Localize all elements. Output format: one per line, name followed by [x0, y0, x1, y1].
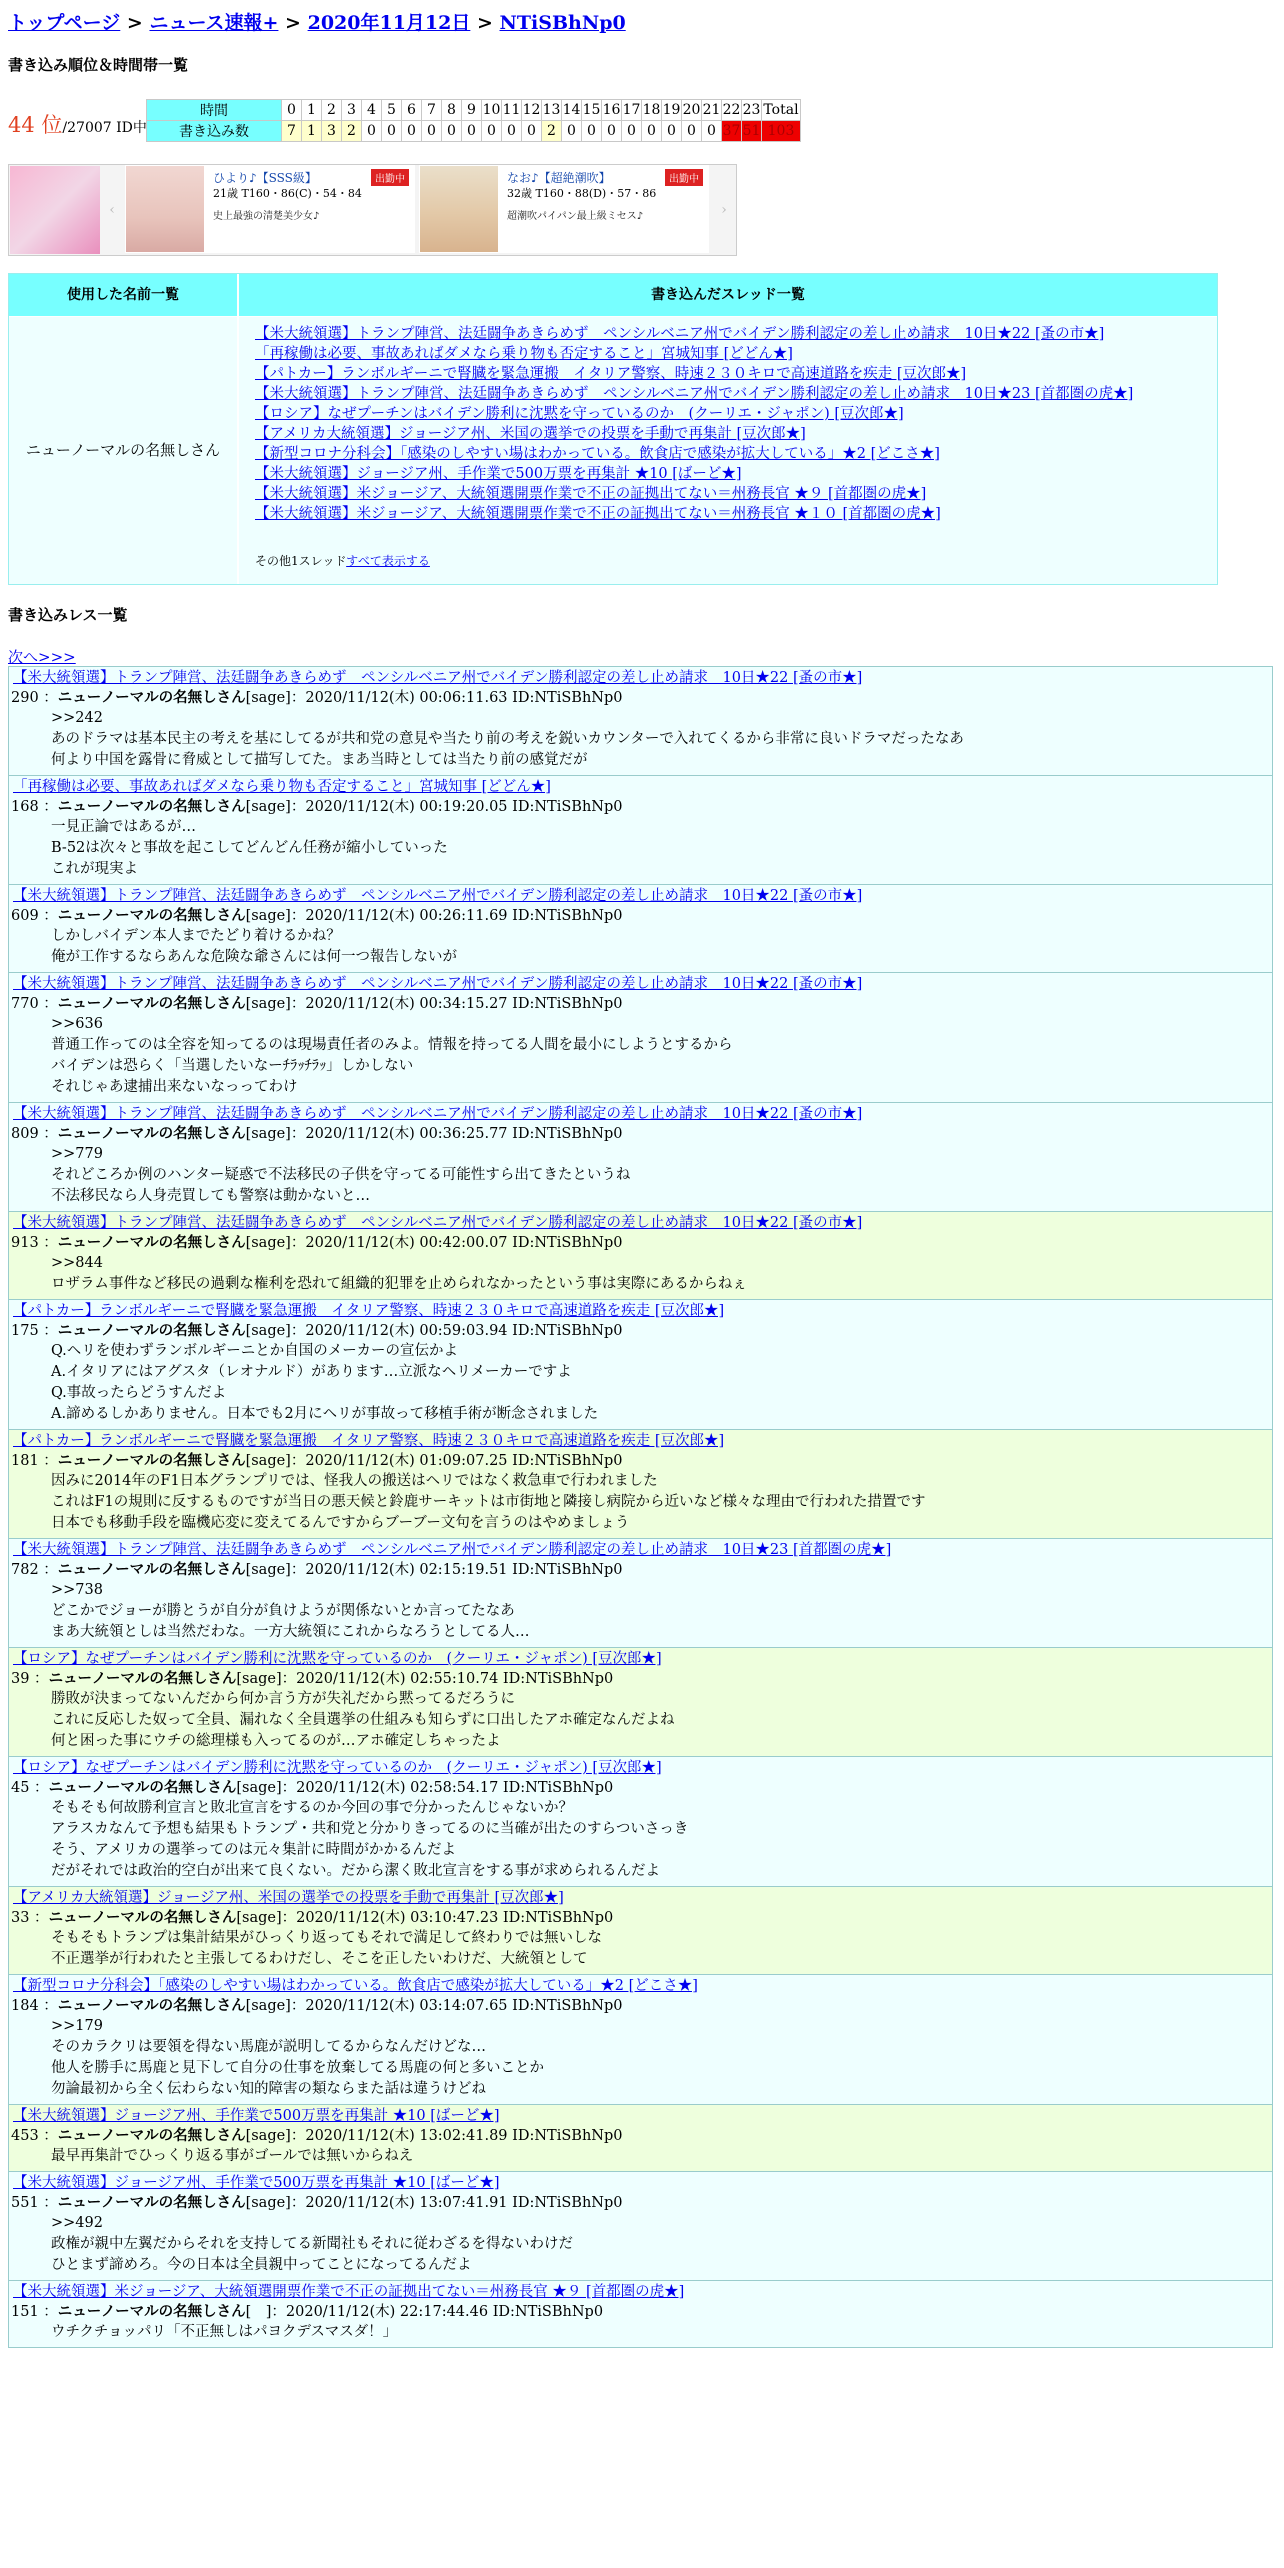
show-all-link[interactable]: すべて表示する [346, 554, 430, 568]
post-body-line: そう、アメリカの選挙ってのは元々集計に時間がかかるんだよ [51, 1842, 456, 1858]
post-body-line: これはF1の規則に反するものですが当日の悪天候と鈴鹿サーキットは市街地と隣接し病院から近いなど様々な理由で行われた措置です [51, 1494, 926, 1510]
reply-anchor[interactable]: >>179 [51, 2018, 103, 2034]
post-author: ニューノーマルの名無しさん [57, 1125, 246, 1142]
post-meta: ：2020/11/12(木) 02:58:54.17 ID:NTiSBhNp0 [281, 1780, 614, 1796]
post-item [8, 884, 1273, 973]
post-header [11, 1233, 1272, 1253]
reply-anchor[interactable]: >>738 [51, 1582, 103, 1598]
total-label: Total [762, 100, 801, 121]
count-cell: 0 [462, 121, 482, 142]
post-meta: ：2020/11/12(木) 13:07:41.91 ID:NTiSBhNp0 [290, 2195, 623, 2211]
names-threads-table [8, 273, 1218, 585]
post-item [8, 2104, 1273, 2172]
carousel-prev-icon[interactable]: ‹ [109, 202, 115, 218]
post-thread-link[interactable]: 【アメリカ大統領選】ジョージア州、米国の選挙での投票を手動で再集計 [豆次郎★] [13, 1890, 564, 1906]
post-meta: ：2020/11/12(木) 00:26:11.69 ID:NTiSBhNp0 [290, 908, 623, 924]
post-separator: ： [38, 1998, 58, 2014]
post-thread-link[interactable]: 【米大統領選】トランプ陣営、法廷闘争あきらめず ペンシルベニア州でバイデン勝利認定の差し止め請求 10日★22 [蚤の市★] [13, 976, 863, 992]
breadcrumb-id[interactable]: NTiSBhNp0 [499, 12, 626, 34]
post-author: ニューノーマルの名無しさん [57, 2127, 246, 2144]
hour-cell: 23 [742, 100, 762, 121]
thread-link[interactable]: 【パトカー】ランボルギーニで腎臓を緊急運搬 イタリア警察、時速２３０キロで高速道路を疾走 [豆次郎★] [255, 366, 967, 382]
post-number: 551 [11, 2195, 39, 2211]
post-author: ニューノーマルの名無しさん [57, 1234, 246, 1251]
post-item [8, 1647, 1273, 1757]
post-item [8, 1299, 1273, 1430]
post-header [11, 1996, 1272, 2016]
profile-photo [126, 166, 204, 252]
count-cell: 0 [402, 121, 422, 142]
post-header [11, 2126, 1272, 2146]
post-header [11, 994, 1272, 1014]
post-item [8, 1538, 1273, 1648]
hour-cell: 8 [442, 100, 462, 121]
hour-cell: 13 [542, 100, 562, 121]
post-separator: ： [38, 1235, 58, 1251]
hour-cell: 10 [482, 100, 502, 121]
post-mail: [sage] [245, 1323, 291, 1339]
ranking-section-title: 書き込み順位＆時間帯一覧 [8, 56, 189, 74]
post-number: 184 [11, 1998, 39, 2014]
breadcrumb-date[interactable]: 2020年11月12日 [307, 12, 471, 34]
post-separator: ： [38, 1323, 58, 1339]
post-mail: [sage] [245, 690, 291, 706]
hour-cell: 17 [622, 100, 642, 121]
post-body-line: これに反応した奴って全員、漏れなく全員選挙の仕組みも知らずに口出したアホ確定なんだよね [51, 1712, 675, 1728]
post-author: ニューノーマルの名無しさん [57, 1452, 246, 1469]
post-header [11, 797, 1272, 817]
rank-display [8, 104, 147, 146]
threads-column-header: 書き込んだスレッド一覧 [239, 274, 1217, 316]
hour-cell: 22 [722, 100, 742, 121]
post-body-line: まあ大統領としは当然だわな。一方大統領にこれからなろうとしてる人… [51, 1624, 530, 1640]
ad-logo[interactable] [10, 166, 100, 254]
post-meta: ：2020/11/12(木) 00:36:25.77 ID:NTiSBhNp0 [290, 1126, 623, 1142]
post-body-line: これが現実よ [51, 861, 138, 877]
thread-list [255, 324, 1133, 524]
post-author: ニューノーマルの名無しさん [57, 995, 246, 1012]
post-author: ニューノーマルの名無しさん [57, 2303, 246, 2320]
profile-name: なお♪【超絶潮吹】 [507, 171, 611, 185]
post-body-line: それどころか例のハンター疑惑で不法移民の子供を守ってる可能性すら出てきたというね [51, 1167, 631, 1183]
post-separator: ： [38, 1453, 58, 1469]
count-cell: 1 [302, 121, 322, 142]
hour-cell: 4 [362, 100, 382, 121]
post-body-line: 因みに2014年のF1日本グランプリでは、怪我人の搬送はヘリではなく救急車で行われました [51, 1473, 658, 1489]
post-author: ニューノーマルの名無しさん [48, 1670, 237, 1687]
post-body-line: 勝敗が決まってないんだから何か言う方が失礼だから黙ってるだろうに [51, 1691, 515, 1707]
breadcrumb-top[interactable]: トップページ [8, 12, 121, 34]
post-separator: ： [29, 1780, 49, 1796]
count-cell: 3 [322, 121, 342, 142]
ad-profile-card[interactable] [125, 165, 415, 253]
breadcrumb [8, 8, 626, 35]
post-body-line: 不正選挙が行われたと主張してるわけだし、そこを正したいわけだ、大統領として [51, 1951, 588, 1967]
count-cell: 7 [282, 121, 302, 142]
count-cell: 0 [622, 121, 642, 142]
post-header [11, 1778, 1272, 1798]
thread-link[interactable]: 【米大統領選】トランプ陣営、法廷闘争あきらめず ペンシルベニア州でバイデン勝利認定の差し止め請求 10日★23 [首都圏の虎★] [255, 386, 1134, 402]
post-thread-link[interactable]: 【米大統領選】トランプ陣営、法廷闘争あきらめず ペンシルベニア州でバイデン勝利認定の差し止め請求 10日★22 [蚤の市★] [13, 670, 863, 686]
names-column-header: 使用した名前一覧 [9, 274, 237, 316]
post-body-line: ひとまず諦めろ。今の日本は全員親中ってことになってるんだよ [51, 2257, 472, 2273]
post-item [8, 1429, 1273, 1539]
more-threads-count: その他1スレッド [255, 554, 347, 568]
post-header [11, 2193, 1272, 2213]
post-meta: ：2020/11/12(木) 00:59:03.94 ID:NTiSBhNp0 [290, 1323, 623, 1339]
post-number: 290 [11, 690, 39, 706]
post-header [11, 1321, 1272, 1341]
reply-anchor[interactable]: >>779 [51, 1146, 103, 1162]
post-thread-link[interactable]: 【米大統領選】ジョージア州、手作業で500万票を再集計 ★10 [ばーど★] [13, 2175, 500, 2191]
thread-link[interactable]: 【米大統領選】ジョージア州、手作業で500万票を再集計 ★10 [ばーど★] [255, 466, 742, 482]
post-body-line: そのカラクリは要領を得ない馬鹿が説明してるからなんだけどな… [51, 2039, 486, 2055]
post-separator: ： [38, 2195, 58, 2211]
post-number: 168 [11, 799, 39, 815]
hour-cell: 21 [702, 100, 722, 121]
post-mail: [sage] [245, 1453, 291, 1469]
post-body-line: 勿論最初から全く伝わらない知的障害の類ならまた話は違うけどね [51, 2081, 486, 2097]
post-meta: ：2020/11/12(木) 13:02:41.89 ID:NTiSBhNp0 [290, 2128, 623, 2144]
post-author: ニューノーマルの名無しさん [57, 1997, 246, 2014]
post-mail: [sage] [245, 1235, 291, 1251]
threads-cell [239, 317, 1217, 584]
post-number: 39 [11, 1671, 30, 1687]
post-number: 809 [11, 1126, 39, 1142]
count-cell: 0 [422, 121, 442, 142]
count-cell: 0 [562, 121, 582, 142]
post-header [11, 906, 1272, 926]
count-cell: 37 [722, 121, 742, 142]
post-thread-link[interactable]: 「再稼働は必要、事故あればダメなら乗り物も否定すること」宮城知事 [どどん★] [13, 779, 551, 795]
post-mail: [sage] [236, 1780, 282, 1796]
post-header [11, 1908, 1272, 1928]
post-body-line: 普通工作ってのは全容を知ってるのは現場責任者のみよ。情報を持ってる人間を最小にしようとするから [51, 1037, 733, 1053]
count-cell: 0 [662, 121, 682, 142]
post-thread-link[interactable]: 【米大統領選】トランプ陣営、法廷闘争あきらめず ペンシルベニア州でバイデン勝利認定の差し止め請求 10日★22 [蚤の市★] [13, 888, 863, 904]
count-cell: 0 [522, 121, 542, 142]
post-number: 913 [11, 1235, 39, 1251]
ad-banner[interactable] [8, 164, 737, 256]
profile-name: ひより♪【SSS級】 [213, 171, 317, 185]
hour-cell: 18 [642, 100, 662, 121]
post-body-line: B-52は次々と事故を起こしてどんどん任務が縮小していった [51, 840, 448, 856]
post-number: 33 [11, 1910, 30, 1926]
post-author: ニューノーマルの名無しさん [57, 907, 246, 924]
post-body-line: ウチクチョッパリ「不正無しはパヨクデスマスダ！」 [51, 2324, 398, 2340]
post-thread-link[interactable]: 【米大統領選】トランプ陣営、法廷闘争あきらめず ペンシルベニア州でバイデン勝利認定の差し止め請求 10日★22 [蚤の市★] [13, 1106, 863, 1122]
count-cell: 2 [542, 121, 562, 142]
post-body-line: 政権が親中左翼だからそれを支持してる新聞社もそれに従わざるを得ないわけだ [51, 2236, 573, 2252]
post-item [8, 2280, 1273, 2348]
count-cell: 0 [682, 121, 702, 142]
post-separator: ： [29, 1671, 49, 1687]
post-body-line: 何より中国を露骨に脅威として描写してた。まあ当時としては当たり前の感覚だが [51, 752, 588, 768]
post-body-line: Q.事故ったらどうすんだよ [51, 1385, 227, 1401]
post-thread-link[interactable]: 【米大統領選】米ジョージア、大統領選開票作業で不正の証拠出てない＝州務長官 ★９ [首都圏の虎★] [13, 2284, 685, 2300]
post-body-line: 俺が工作するならあんな危険な爺さんには何一つ報告しないが [51, 949, 457, 965]
post-author: ニューノーマルの名無しさん [57, 798, 246, 815]
hour-cell: 9 [462, 100, 482, 121]
hour-cell: 0 [282, 100, 302, 121]
post-separator: ： [29, 1910, 49, 1926]
post-mail: [sage] [245, 1126, 291, 1142]
thread-link[interactable]: 【アメリカ大統領選】ジョージア州、米国の選挙での投票を手動で再集計 [豆次郎★] [255, 426, 806, 442]
hour-cell: 2 [322, 100, 342, 121]
total-count: 103 [762, 121, 801, 142]
post-mail: [sage] [245, 2195, 291, 2211]
count-cell: 0 [442, 121, 462, 142]
more-threads [255, 552, 430, 569]
hour-cell: 14 [562, 100, 582, 121]
post-number: 175 [11, 1323, 39, 1339]
post-separator: ： [38, 908, 58, 924]
post-thread-link[interactable]: 【パトカー】ランボルギーニで腎臓を緊急運搬 イタリア警察、時速２３０キロで高速道路を疾走 [豆次郎★] [13, 1433, 725, 1449]
post-item [8, 2171, 1273, 2281]
post-number: 181 [11, 1453, 39, 1469]
post-body-line: A.イタリアにはアグスタ（レオナルド）があります…立派なヘリメーカーですよ [51, 1364, 572, 1380]
post-body-line: だがそれでは政治的空白が出来て良くない。だから潔く敗北宣言をする事が求められるんだよ [51, 1863, 660, 1879]
hour-cell: 15 [582, 100, 602, 121]
post-body-line: そもそも何故勝利宣言と敗北宣言をするのか今回の事で分かったんじゃないか？ [51, 1800, 573, 1816]
profile-spec: 21歳 T160・86(C)・54・84 [213, 187, 362, 200]
count-cell: 0 [362, 121, 382, 142]
post-separator: ： [38, 996, 58, 1012]
post-meta: ：2020/11/12(木) 03:14:07.65 ID:NTiSBhNp0 [290, 1998, 623, 2014]
status-badge: 出勤中 [665, 169, 703, 186]
carousel-next-icon[interactable]: › [721, 202, 727, 218]
post-body-line: 一見正論ではあるが… [51, 819, 196, 835]
post-thread-link[interactable]: 【米大統領選】トランプ陣営、法廷闘争あきらめず ペンシルベニア州でバイデン勝利認定の差し止め請求 10日★22 [蚤の市★] [13, 1215, 863, 1231]
post-body-line: 何と困った事にウチの総理様も入ってるのが…アホ確定しちゃったよ [51, 1733, 501, 1749]
post-author: ニューノーマルの名無しさん [48, 1909, 237, 1926]
thread-link[interactable]: 【新型コロナ分科会】「感染のしやすい場はわかっている。飲食店で感染が拡大している」★2 [どこさ★] [255, 446, 940, 462]
post-thread-link[interactable]: 【パトカー】ランボルギーニで腎臓を緊急運搬 イタリア警察、時速２３０キロで高速道路を疾走 [豆次郎★] [13, 1303, 725, 1319]
post-thread-link[interactable]: 【ロシア】なぜプーチンはバイデン勝利に沈黙を守っているのか (クーリエ・ジャポン) [豆次郎★] [13, 1760, 662, 1776]
post-list [8, 667, 1273, 2348]
rank-total: /27007 ID中 [62, 120, 147, 136]
hour-cell: 16 [602, 100, 622, 121]
hour-row [147, 100, 801, 121]
post-thread-link[interactable]: 【ロシア】なぜプーチンはバイデン勝利に沈黙を守っているのか (クーリエ・ジャポン) [豆次郎★] [13, 1651, 662, 1667]
post-author: ニューノーマルの名無しさん [57, 689, 246, 706]
rank-number: 44 位 [8, 113, 63, 137]
count-cell: 0 [502, 121, 522, 142]
post-meta: ：2020/11/12(木) 00:42:00.07 ID:NTiSBhNp0 [290, 1235, 623, 1251]
post-meta: ：2020/11/12(木) 00:06:11.63 ID:NTiSBhNp0 [290, 690, 623, 706]
posts-section-title: 書き込みレス一覧 [8, 606, 128, 624]
count-cell: 0 [482, 121, 502, 142]
breadcrumb-sep: > [120, 12, 150, 34]
post-mail: [sage] [245, 2128, 291, 2144]
post-body-line: バイデンは恐らく「当選したいなーﾁﾗｯﾁﾗｯ」しかしない [51, 1058, 414, 1074]
hour-cell: 7 [422, 100, 442, 121]
post-meta: ：2020/11/12(木) 01:09:07.25 ID:NTiSBhNp0 [290, 1453, 623, 1469]
post-mail: [sage] [245, 996, 291, 1012]
post-mail: [sage] [245, 799, 291, 815]
post-body-line: そもそもトランプは集計結果がひっくり返ってもそれで満足して終わりでは無いしな [51, 1930, 602, 1946]
hour-cell: 6 [402, 100, 422, 121]
post-body-line: それじゃあ逮捕出来ないなっってわけ [51, 1079, 298, 1095]
thread-link[interactable]: 【米大統領選】米ジョージア、大統領選開票作業で不正の証拠出てない＝州務長官 ★１０ [首都圏の虎★] [255, 506, 941, 522]
post-item [8, 775, 1273, 885]
post-thread-link[interactable]: 【新型コロナ分科会】「感染のしやすい場はわかっている。飲食店で感染が拡大している」★2 [どこさ★] [13, 1978, 698, 1994]
post-meta: ：2020/11/12(木) 02:15:19.51 ID:NTiSBhNp0 [290, 1562, 623, 1578]
count-cell: 51 [742, 121, 762, 142]
thread-link[interactable]: 【ロシア】なぜプーチンはバイデン勝利に沈黙を守っているのか (クーリエ・ジャポン) [豆次郎★] [255, 406, 904, 422]
post-header [11, 1669, 1272, 1689]
hour-cell: 12 [522, 100, 542, 121]
reply-anchor[interactable]: >>636 [51, 1016, 103, 1032]
count-row [147, 121, 801, 142]
next-page-link[interactable]: 次へ>>> [8, 648, 76, 666]
post-number: 453 [11, 2128, 39, 2144]
count-row-label: 書き込み数 [147, 121, 282, 142]
profile-desc: 史上最強の清楚美少女♪ [213, 211, 320, 222]
ad-profile-card[interactable] [419, 165, 709, 253]
hour-row-label: 時間 [147, 100, 282, 121]
post-header [11, 2302, 1272, 2322]
post-number: 151 [11, 2304, 39, 2320]
reply-anchor[interactable]: >>242 [51, 710, 103, 726]
breadcrumb-sep: > [278, 12, 308, 34]
post-mail: [sage] [236, 1671, 282, 1687]
post-meta: ：2020/11/12(木) 00:34:15.27 ID:NTiSBhNp0 [290, 996, 623, 1012]
hour-cell: 20 [682, 100, 702, 121]
hour-cell: 11 [502, 100, 522, 121]
post-body-line: アラスカなんて予想も結果もトランプ・共和党と分かりきってるのに当確が出たのすらついさっき [51, 1821, 689, 1837]
post-header [11, 1124, 1272, 1144]
profile-photo [420, 166, 498, 252]
hour-cell: 5 [382, 100, 402, 121]
thread-link[interactable]: 【米大統領選】米ジョージア、大統領選開票作業で不正の証拠出てない＝州務長官 ★９ [首都圏の虎★] [255, 486, 927, 502]
post-separator: ： [38, 1562, 58, 1578]
profile-spec: 32歳 T160・88(D)・57・86 [507, 187, 657, 200]
status-badge: 出勤中 [371, 169, 409, 186]
count-cell: 2 [342, 121, 362, 142]
post-body-line: Q.ヘリを使わずランボルギーニとか自国のメーカーの宣伝かよ [51, 1343, 458, 1359]
post-separator: ： [38, 2128, 58, 2144]
post-mail: [sage] [245, 1998, 291, 2014]
post-body-line: 他人を勝手に馬鹿と見下して自分の仕事を放棄してる馬鹿の何と多いことか [51, 2060, 544, 2076]
reply-anchor[interactable]: >>492 [51, 2215, 103, 2231]
hour-cell: 3 [342, 100, 362, 121]
post-header [11, 1560, 1272, 1580]
post-separator: ： [38, 1126, 58, 1142]
post-mail: [sage] [245, 1562, 291, 1578]
post-item [8, 1102, 1273, 1212]
post-separator: ： [38, 799, 58, 815]
post-meta: ：2020/11/12(木) 02:55:10.74 ID:NTiSBhNp0 [281, 1671, 614, 1687]
post-thread-link[interactable]: 【米大統領選】ジョージア州、手作業で500万票を再集計 ★10 [ばーど★] [13, 2108, 500, 2124]
breadcrumb-sep: > [470, 12, 500, 34]
post-item [8, 1886, 1273, 1975]
post-number: 609 [11, 908, 39, 924]
post-author: ニューノーマルの名無しさん [48, 1779, 237, 1796]
post-author: ニューノーマルの名無しさん [57, 2194, 246, 2211]
post-separator: ： [38, 690, 58, 706]
post-body-line: 最早再集計でひっくり返る事がゴールでは無いからねえ [51, 2148, 414, 2164]
count-cell: 0 [602, 121, 622, 142]
post-author: ニューノーマルの名無しさん [57, 1561, 246, 1578]
post-meta: ：2020/11/12(木) 03:10:47.23 ID:NTiSBhNp0 [281, 1910, 614, 1926]
breadcrumb-board[interactable]: ニュース速報+ [149, 12, 279, 34]
post-body-line: ロザラム事件など移民の過剰な権利を恐れて組織的犯罪を止められなかったという事は実際にあるからねぇ [51, 1276, 747, 1292]
count-cell: 0 [382, 121, 402, 142]
post-mail: [sage] [236, 1910, 282, 1926]
post-header [11, 688, 1272, 708]
post-number: 45 [11, 1780, 30, 1796]
post-item [8, 972, 1273, 1103]
count-cell: 0 [702, 121, 722, 142]
hour-cell: 1 [302, 100, 322, 121]
post-separator: ： [38, 2304, 58, 2320]
post-header [11, 1451, 1272, 1471]
post-mail: [ ] [245, 2304, 272, 2320]
post-number: 782 [11, 1562, 39, 1578]
post-body-line: A.諦めるしかありません。日本でも2月にヘリが事故って移植手術が断念されました [51, 1406, 599, 1422]
post-item [8, 1211, 1273, 1300]
post-body-line: あのドラマは基本民主の考えを基にしてるが共和党の意見や当たり前の考えを鋭いカウンターで入れてくるから非常に良いドラマだったなあ [51, 731, 964, 747]
post-item [8, 1974, 1273, 2105]
poster-name: ニューノーマルの名無しさん [9, 317, 237, 584]
reply-anchor[interactable]: >>844 [51, 1255, 103, 1271]
hourly-post-table [146, 99, 801, 142]
post-meta: ：2020/11/12(木) 22:17:44.46 ID:NTiSBhNp0 [271, 2304, 604, 2320]
count-cell: 0 [642, 121, 662, 142]
count-cell: 0 [582, 121, 602, 142]
profile-desc: 超潮吹パイパン最上級ミセス♪ [507, 211, 644, 222]
post-body-line: しかしバイデン本人までたどり着けるかね？ [51, 928, 341, 944]
post-item [8, 666, 1273, 776]
post-number: 770 [11, 996, 39, 1012]
post-item [8, 1756, 1273, 1887]
hour-cell: 19 [662, 100, 682, 121]
post-body-line: 不法移民なら人身売買しても警察は動かないと… [51, 1188, 370, 1204]
post-mail: [sage] [245, 908, 291, 924]
post-meta: ：2020/11/12(木) 00:19:20.05 ID:NTiSBhNp0 [290, 799, 623, 815]
post-body-line: 日本でも移動手段を臨機応変に変えてるんですからブーブー文句を言うのはやめましょう [51, 1515, 630, 1531]
post-author: ニューノーマルの名無しさん [57, 1322, 246, 1339]
post-body-line: どこかでジョーが勝とうが自分が負けようが関係ないとか言ってたなあ [51, 1603, 515, 1619]
post-thread-link[interactable]: 【米大統領選】トランプ陣営、法廷闘争あきらめず ペンシルベニア州でバイデン勝利認定の差し止め請求 10日★23 [首都圏の虎★] [13, 1542, 892, 1558]
thread-link[interactable]: 「再稼働は必要、事故あればダメなら乗り物も否定すること」宮城知事 [どどん★] [255, 346, 793, 362]
thread-link[interactable]: 【米大統領選】トランプ陣営、法廷闘争あきらめず ペンシルベニア州でバイデン勝利認定の差し止め請求 10日★22 [蚤の市★] [255, 326, 1105, 342]
